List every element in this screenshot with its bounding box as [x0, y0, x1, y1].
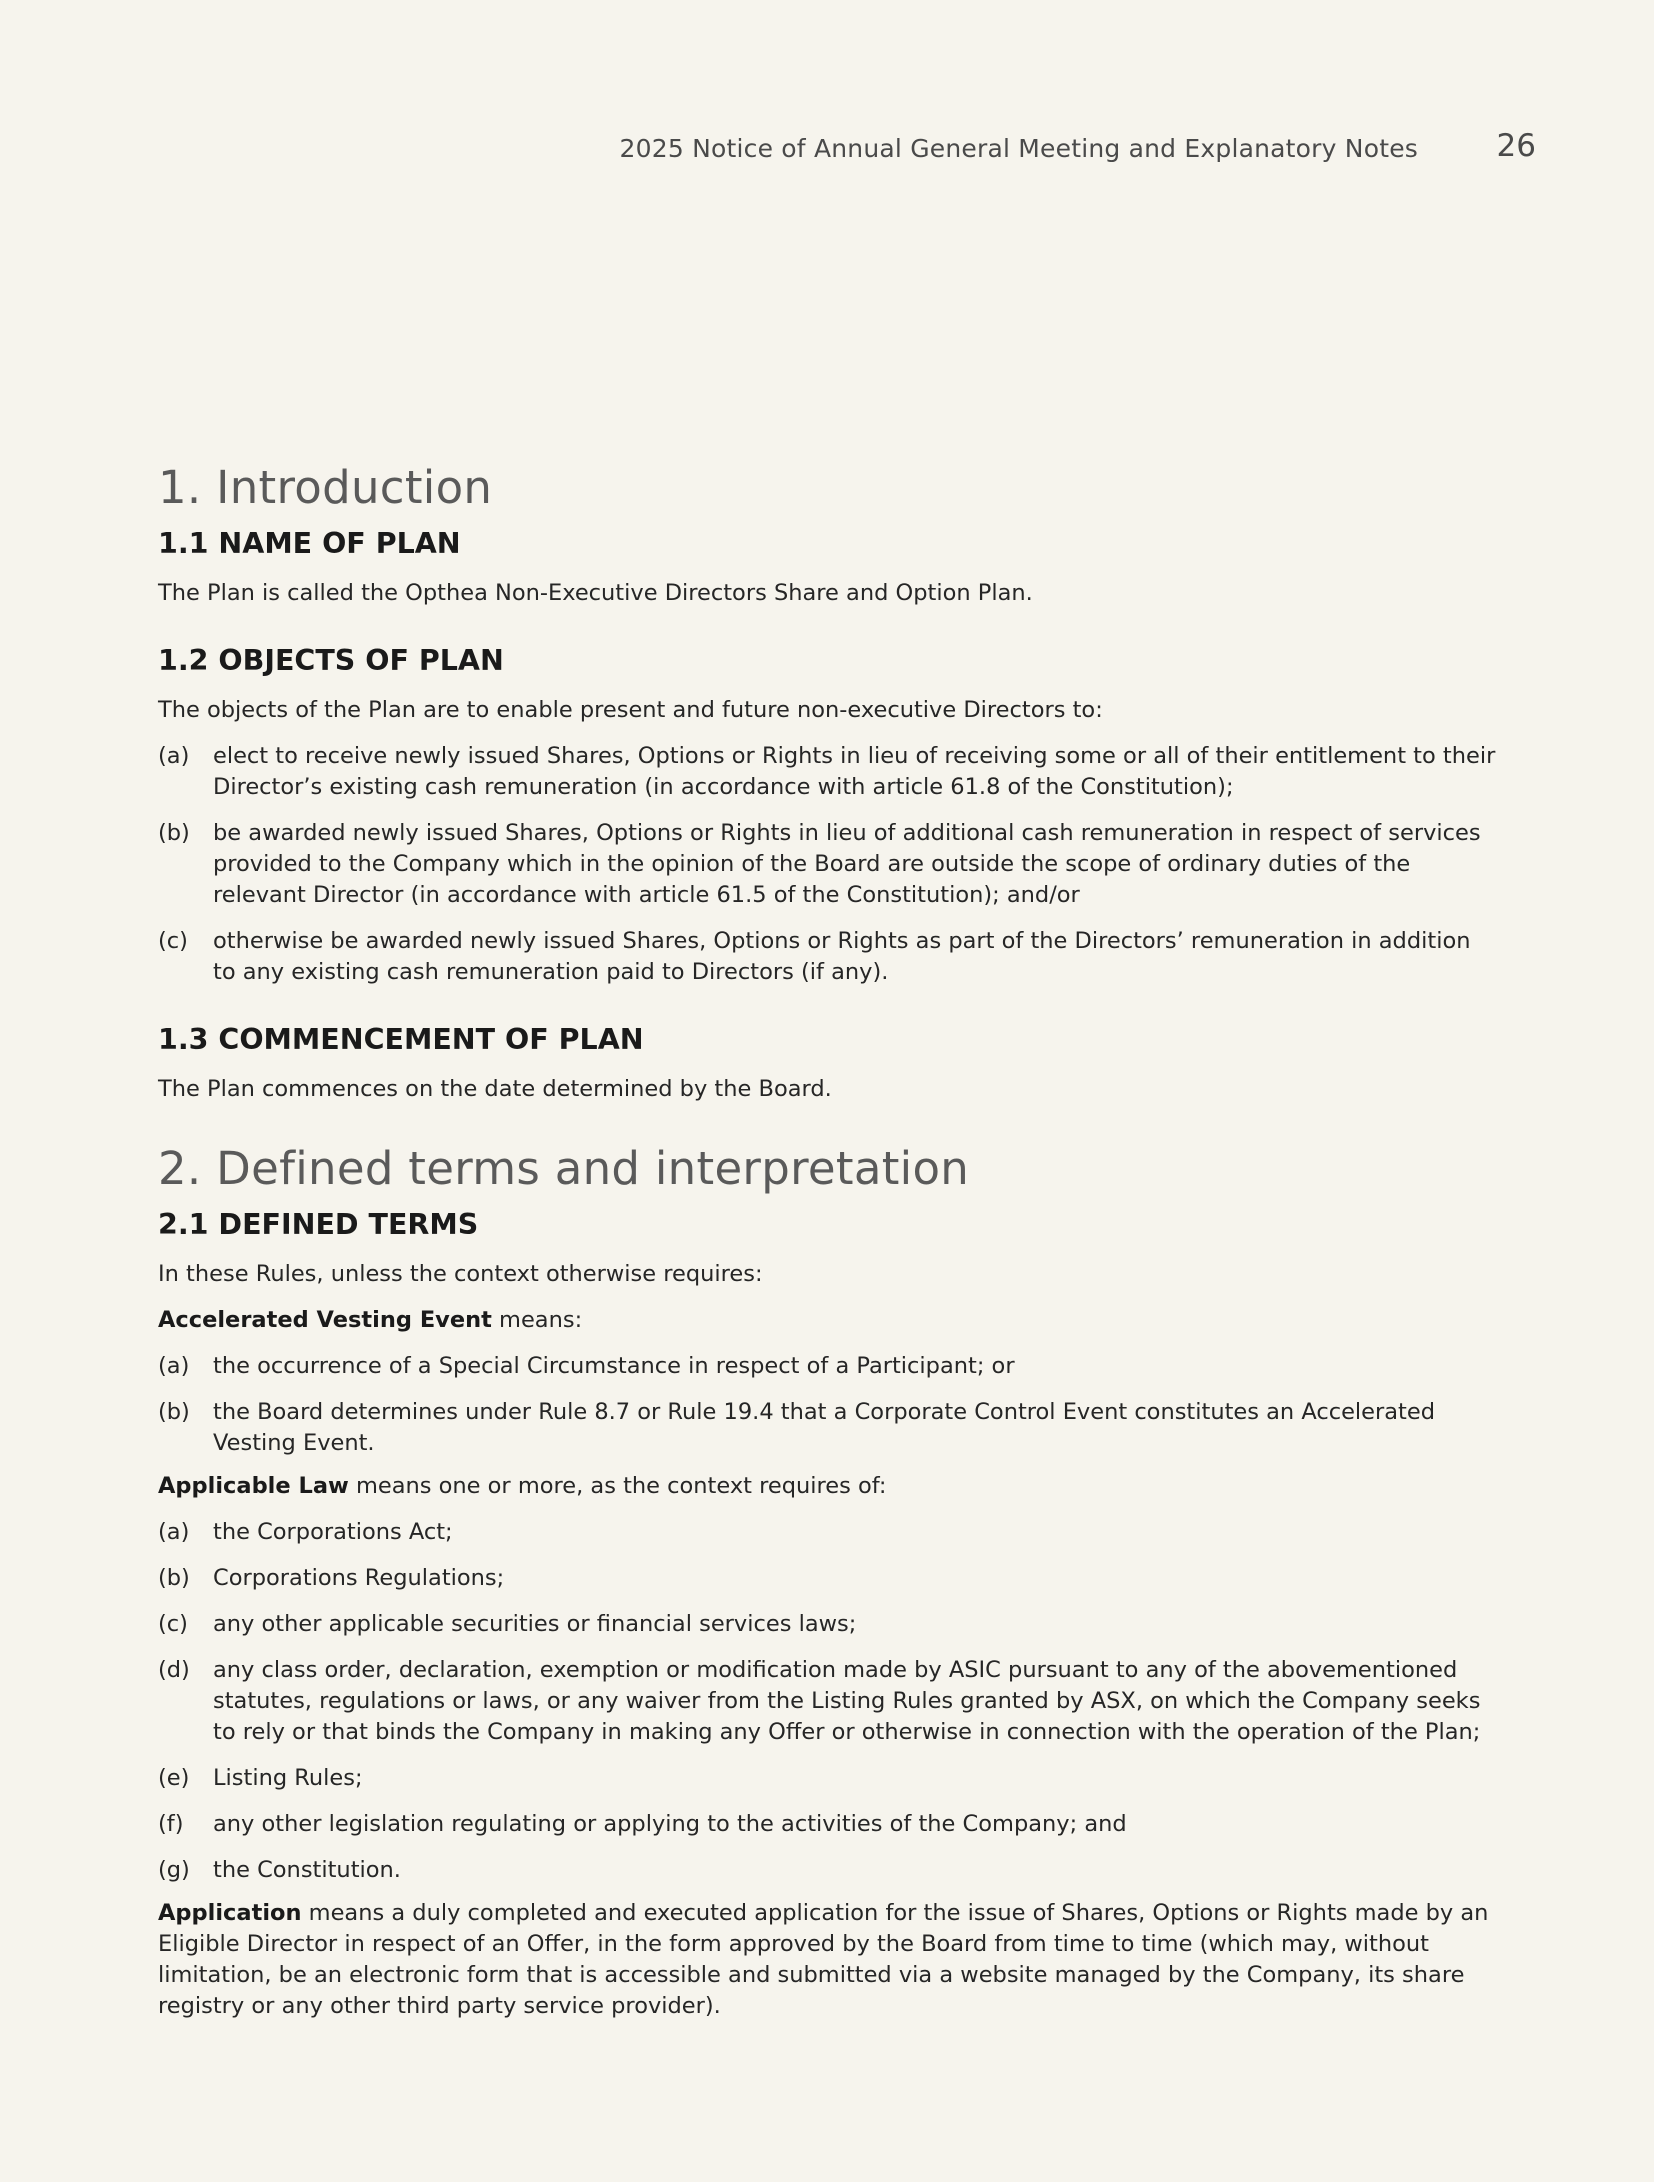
section-1-3-heading: 1.3 COMMENCEMENT OF PLAN — [158, 1023, 644, 1056]
section-2-title: 2. Defined terms and interpretation — [158, 1142, 970, 1195]
list-item-text: any class order, declaration, exemption or modification made by ASIC pursuant to any of the abovementioned statutes, regulations or laws, or any waiver from the Listing Rules granted by ASX, on which the Company seeks to rely or that binds the Company in making any Offer or otherwise in connection with the operation of the Plan; — [213, 1657, 1481, 1745]
section-2-1-intro: In these Rules, unless the context otherwise requires: — [158, 1261, 763, 1287]
section-2-1-heading: 2.1 DEFINED TERMS — [158, 1208, 479, 1241]
list-item — [158, 1609, 1498, 1640]
list-item-text: any other legislation regulating or applying to the activities of the Company; and — [213, 1811, 1127, 1837]
section-1-2-intro: The objects of the Plan are to enable present and future non-executive Directors to: — [158, 697, 1103, 723]
page-header — [400, 128, 1536, 168]
list-item-text: the Board determines under Rule 8.7 or Rule 19.4 that a Corporate Control Event constitutes an Accelerated Vesting Event. — [213, 1399, 1435, 1456]
list-item — [158, 1655, 1498, 1748]
section-1-1-text: The Plan is called the Opthea Non-Executive Directors Share and Option Plan. — [158, 580, 1033, 606]
definition-text: means a duly completed and executed application for the issue of Shares, Options or Rights made by an Eligible Director in respect of an Offer, in the form approved by the Board from time to time (which may, without limitation, be an electronic form that is accessible and submitted via a website managed by the Company, its share registry or any other third party service provider). — [158, 1900, 1489, 2019]
list-item-label: (c) — [158, 928, 188, 954]
list-item — [158, 741, 1498, 803]
list-item — [158, 1517, 1498, 1548]
list-item-label: (f) — [158, 1811, 184, 1837]
list-item-text: the Constitution. — [213, 1857, 401, 1883]
section-1-1-heading: 1.1 NAME OF PLAN — [158, 527, 461, 560]
list-item-text: any other applicable securities or financial services laws; — [213, 1611, 857, 1637]
list-item — [158, 926, 1498, 988]
definition-text: means: — [491, 1307, 583, 1333]
list-item-label: (d) — [158, 1657, 190, 1683]
list-item-label: (a) — [158, 743, 190, 769]
list-item-label: (b) — [158, 1399, 190, 1425]
list-item-label: (g) — [158, 1857, 190, 1883]
list-item-text: the Corporations Act; — [213, 1519, 453, 1545]
defined-term: Accelerated Vesting Event — [158, 1307, 492, 1333]
definition-application — [158, 1898, 1498, 2022]
list-item-label: (e) — [158, 1765, 190, 1791]
list-item-label: (a) — [158, 1353, 190, 1379]
section-1-2-heading: 1.2 OBJECTS OF PLAN — [158, 644, 504, 677]
list-item-text: Listing Rules; — [213, 1765, 363, 1791]
list-item-label: (a) — [158, 1519, 190, 1545]
definition-applicable-law — [158, 1471, 1498, 1502]
list-item — [158, 1809, 1498, 1840]
list-item — [158, 1351, 1498, 1382]
list-item-text: the occurrence of a Special Circumstance in respect of a Participant; or — [213, 1353, 1015, 1379]
list-item-text: elect to receive newly issued Shares, Options or Rights in lieu of receiving some or all of their entitlement to their Director’s existing cash remuneration (in accordance with article 61.8 of the Constitution); — [213, 743, 1496, 800]
section-1-title: 1. Introduction — [158, 461, 493, 514]
list-item-text: Corporations Regulations; — [213, 1565, 505, 1591]
list-item — [158, 1563, 1498, 1594]
list-item-label: (b) — [158, 1565, 190, 1591]
list-item — [158, 1397, 1498, 1459]
defined-term: Application — [158, 1900, 302, 1926]
list-item — [158, 1763, 1498, 1794]
document-title: 2025 Notice of Annual General Meeting and Explanatory Notes — [619, 134, 1418, 163]
page-number: 26 — [1496, 128, 1536, 164]
list-item-text: otherwise be awarded newly issued Shares, Options or Rights as part of the Directors’ remuneration in addition to any existing cash remuneration paid to Directors (if any). — [213, 928, 1471, 985]
list-item-text: be awarded newly issued Shares, Options or Rights in lieu of additional cash remuneration in respect of services provided to the Company which in the opinion of the Board are outside the scope of ordinary duties of the relevant Director (in accordance with article 61.5 of the Constitution); and/or — [213, 820, 1481, 908]
list-item-label: (c) — [158, 1611, 188, 1637]
list-item — [158, 818, 1498, 911]
list-item — [158, 1855, 1498, 1886]
document-body — [158, 458, 1498, 2037]
defined-term: Applicable Law — [158, 1473, 349, 1499]
definition-text: means one or more, as the context requires of: — [348, 1473, 887, 1499]
definition-accelerated-vesting-event — [158, 1305, 1498, 1336]
list-item-label: (b) — [158, 820, 190, 846]
section-1-3-text: The Plan commences on the date determined by the Board. — [158, 1076, 832, 1102]
